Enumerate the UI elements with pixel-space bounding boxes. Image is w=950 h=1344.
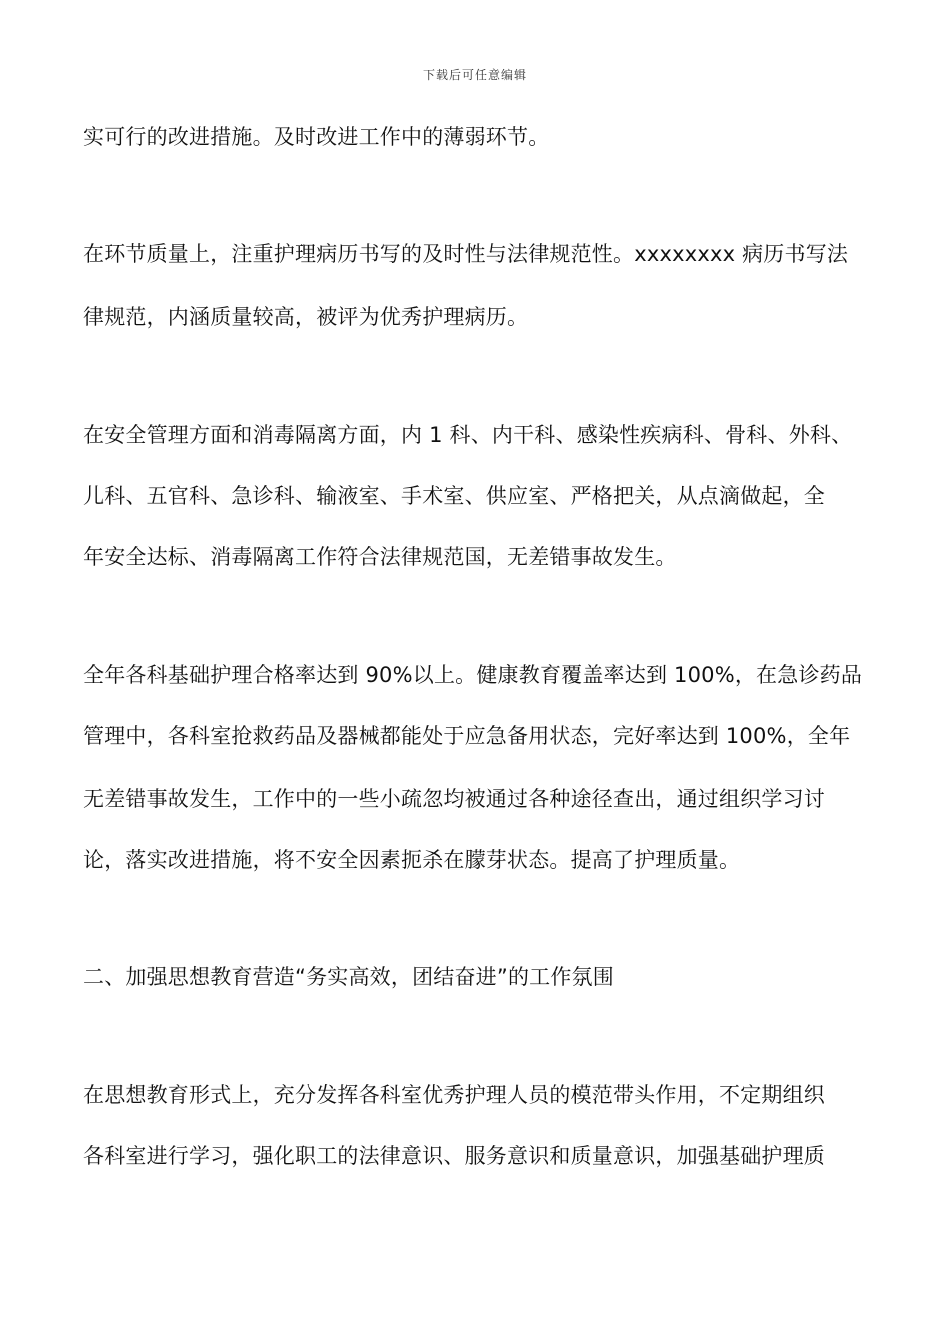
section-heading: 二、加强思想教育营造“务实高效，团结奋进”的工作氛围 <box>83 965 614 989</box>
page-header: 下载后可任意编辑 <box>422 68 527 82</box>
paragraph-line: 论，落实改进措施，将不安全因素扼杀在朦芽状态。提高了护理质量。 <box>83 848 741 872</box>
paragraph-line: 儿科、五官科、急诊科、输液室、手术室、供应室、严格把关，从点滴做起，全 <box>83 484 825 508</box>
paragraph-line: 在思想教育形式上，充分发挥各科室优秀护理人员的模范带头作用，不定期组织 <box>83 1083 825 1107</box>
paragraph-line: 各科室进行学习，强化职工的法律意识、服务意识和质量意识，加强基础护理质 <box>83 1144 825 1168</box>
paragraph-line: 全年各科基础护理合格率达到 90%以上。健康教育覆盖率达到 100%，在急诊药品 <box>83 663 863 687</box>
paragraph-line: 在安全管理方面和消毒隔离方面，内 1 科、内干科、感染性疾病科、骨科、外科、 <box>83 423 853 447</box>
paragraph-line: 在环节质量上，注重护理病历书写的及时性与法律规范性。xxxxxxxx 病历书写法 <box>83 242 849 266</box>
paragraph-line: 管理中，各科室抢救药品及器械都能处于应急备用状态，完好率达到 100%，全年 <box>83 724 851 748</box>
paragraph-line: 律规范，内涵质量较高，被评为优秀护理病历。 <box>83 305 529 329</box>
paragraph-line: 无差错事故发生，工作中的一些小疏忽均被通过各种途径查出，通过组织学习讨 <box>83 787 825 811</box>
paragraph-line: 年安全达标、消毒隔离工作符合法律规范国，无差错事故发生。 <box>83 545 677 569</box>
paragraph-line: 实可行的改进措施。及时改进工作中的薄弱环节。 <box>83 125 550 149</box>
